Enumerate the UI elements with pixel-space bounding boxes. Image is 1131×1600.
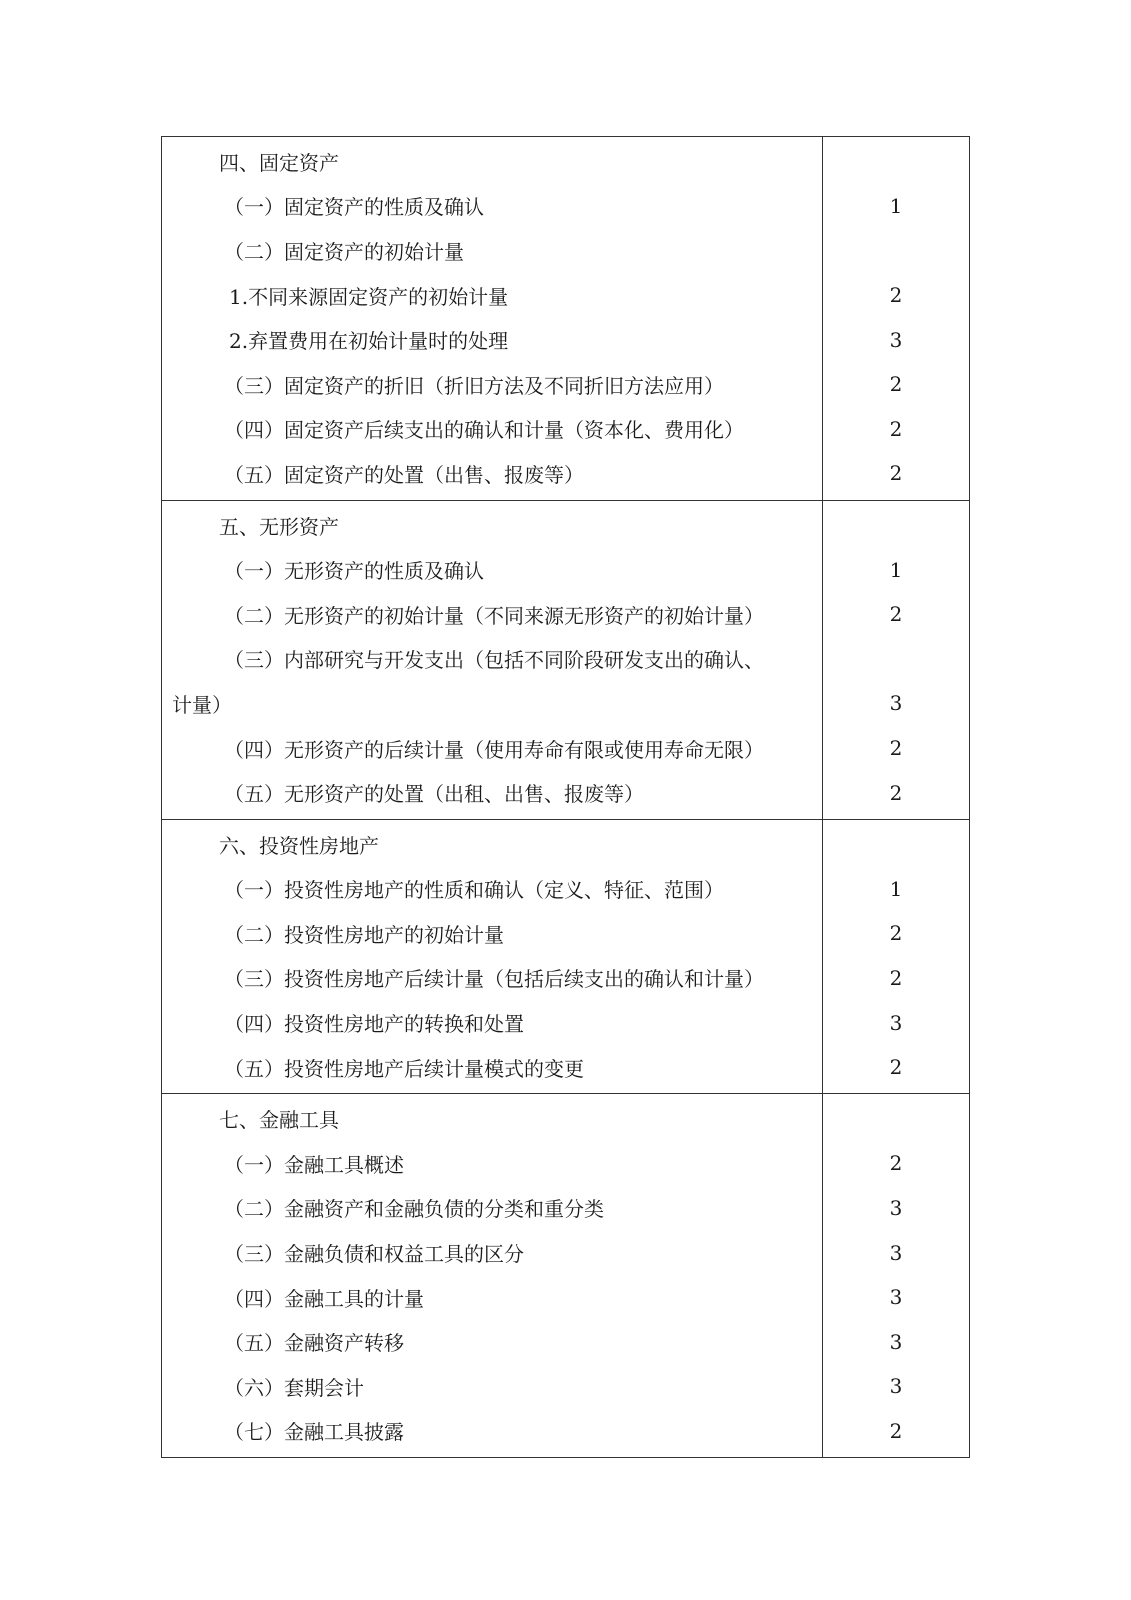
level-value: 2 <box>889 1418 903 1443</box>
topic-item: （二）固定资产的初始计量 <box>224 239 464 264</box>
topic-item: （一）固定资产的性质及确认 <box>224 195 484 220</box>
topic-item: （五）无形资产的处置（出租、出售、报废等） <box>224 782 644 807</box>
topic-item: （二）投资性房地产的初始计量 <box>224 922 504 947</box>
level-value: 2 <box>889 416 903 441</box>
level-value: 3 <box>889 1374 903 1399</box>
topic-item: （二）金融资产和金融负债的分类和重分类 <box>224 1197 604 1222</box>
topic-column <box>162 1094 823 1457</box>
section-title: 六、投资性房地产 <box>219 833 379 858</box>
level-cell-empty <box>823 1096 969 1141</box>
topic-item: （五）金融资产转移 <box>224 1331 404 1356</box>
level-value: 3 <box>889 1329 903 1354</box>
level-value: 2 <box>889 965 903 990</box>
topic-item: （五）固定资产的处置（出售、报废等） <box>224 462 584 487</box>
level-column <box>823 820 969 1094</box>
level-cell-empty <box>823 139 969 184</box>
section-title: 七、金融工具 <box>219 1108 339 1133</box>
topic-item: （一）无形资产的性质及确认 <box>224 559 484 584</box>
topic-item: （四）投资性房地产的转换和处置 <box>224 1012 524 1037</box>
level-value: 3 <box>889 691 903 716</box>
topic-item: 1.不同来源固定资产的初始计量 <box>229 284 509 309</box>
topic-item: （三）金融负债和权益工具的区分 <box>224 1242 524 1267</box>
level-value <box>823 228 969 273</box>
topic-item: （七）金融工具披露 <box>224 1420 404 1445</box>
topic-item: （六）套期会计 <box>224 1375 364 1400</box>
section-title: 四、固定资产 <box>219 150 339 175</box>
level-value: 2 <box>889 1055 903 1080</box>
level-value: 3 <box>889 1195 903 1220</box>
topic-item: （三）内部研究与开发支出（包括不同阶段研发支出的确认、 <box>224 648 764 673</box>
section-title: 五、无形资产 <box>219 514 339 539</box>
section-intangible-assets <box>162 500 969 819</box>
level-value: 2 <box>889 780 903 805</box>
topic-item: （三）固定资产的折旧（折旧方法及不同折旧方法应用） <box>224 373 724 398</box>
level-value: 1 <box>889 193 903 218</box>
level-value: 3 <box>889 327 903 352</box>
level-value: 2 <box>889 602 903 627</box>
level-value: 1 <box>889 557 903 582</box>
topic-item: （一）金融工具概述 <box>224 1152 404 1177</box>
topic-item: （四）无形资产的后续计量（使用寿命有限或使用寿命无限） <box>224 737 764 762</box>
section-investment-property <box>162 819 969 1094</box>
topic-item: （一）投资性房地产的性质和确认（定义、特征、范围） <box>224 878 724 903</box>
topic-item: （四）固定资产后续支出的确认和计量（资本化、费用化） <box>224 418 744 443</box>
topic-column <box>162 501 823 819</box>
topic-column <box>162 137 823 500</box>
level-value: 2 <box>889 1151 903 1176</box>
level-column <box>823 1094 969 1457</box>
topic-item: （五）投资性房地产后续计量模式的变更 <box>224 1056 584 1081</box>
level-cell-empty <box>823 637 969 682</box>
topic-item: （四）金融工具的计量 <box>224 1286 424 1311</box>
level-cell-empty <box>823 503 969 548</box>
level-value: 2 <box>889 921 903 946</box>
level-value: 2 <box>889 461 903 486</box>
level-cell-empty <box>823 822 969 867</box>
level-value: 3 <box>889 1285 903 1310</box>
level-value: 2 <box>889 736 903 761</box>
level-value: 2 <box>889 283 903 308</box>
topic-item: （二）无形资产的初始计量（不同来源无形资产的初始计量） <box>224 603 764 628</box>
level-column <box>823 501 969 819</box>
level-value: 3 <box>889 1240 903 1265</box>
level-value: 1 <box>889 876 903 901</box>
level-value: 3 <box>889 1010 903 1035</box>
level-value: 2 <box>889 372 903 397</box>
level-column <box>823 137 969 500</box>
topic-item: 2.弃置费用在初始计量时的处理 <box>229 329 509 354</box>
topic-item-continuation: 计量） <box>172 692 232 717</box>
section-financial-instruments <box>162 1093 969 1457</box>
syllabus-table <box>161 136 970 1458</box>
topic-item: （三）投资性房地产后续计量（包括后续支出的确认和计量） <box>224 967 764 992</box>
topic-column <box>162 820 823 1094</box>
section-fixed-assets <box>162 137 969 500</box>
